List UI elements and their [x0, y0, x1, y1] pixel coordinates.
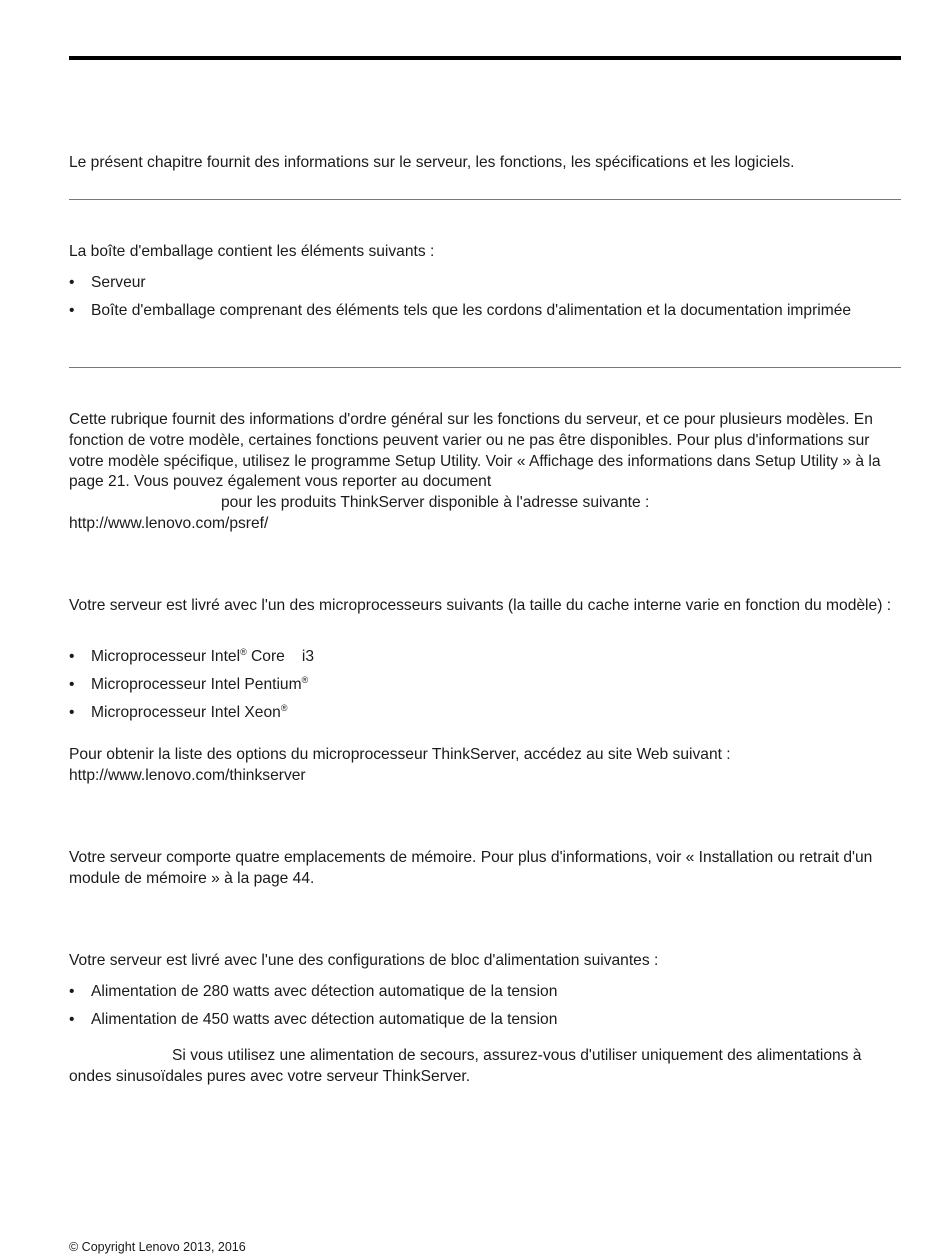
box-lead: La boîte d'emballage contient les éléments suivants : — [69, 243, 435, 260]
chapter-intro: Le présent chapitre fournit des informations sur le serveur, les fonctions, les spécifications et les logiciels. — [69, 154, 795, 171]
bullet-icon: • — [69, 648, 75, 665]
top-rule — [69, 56, 901, 60]
bullet-icon: • — [69, 274, 75, 291]
microprocessor-options: Pour obtenir la liste des options du microprocesseur ThinkServer, accédez au site Web suivant : http://www.lenovo.com/thinkserver — [69, 746, 731, 784]
psref-url: http://www.lenovo.com/psref/ — [69, 514, 269, 532]
bullet-icon: • — [69, 983, 75, 1000]
bullet-icon: • — [69, 704, 75, 721]
copyright-footer: © Copyright Lenovo 2013, 2016 — [69, 1240, 246, 1254]
bullet-icon: • — [69, 302, 75, 319]
features-paragraph: Cette rubrique fournit des informations d'ordre général sur les fonctions du serveur, et ce pour plusieurs modèles. En fonction de votre modèle, certaines fonctions peuvent varier ou ne pas être disponibles. Pour plus d'informations sur votre modèle spécifique, utilisez le programme Setup Utility. Voir « Affichage des informations dans Setup Utility » à la page 21. Vous pouvez également vous reporter au document pour les produits ThinkServer disponible à l'adresse suivante : http://www.lenovo.com/psref/ — [69, 411, 881, 532]
power-lead: Votre serveur est livré avec l'une des configurations de bloc d'alimentation suivantes : — [69, 952, 659, 969]
section-divider — [69, 199, 901, 200]
memory-paragraph: Votre serveur comporte quatre emplacements de mémoire. Pour plus d'informations, voir « Installation ou retrait d'un module de mémoire » à la page 44. — [69, 849, 873, 887]
power-note: Si vous utilisez une alimentation de secours, assurez-vous d'utiliser uniquement des alimentations à ondes sinusoïdales pures avec votre serveur ThinkServer. — [69, 1047, 862, 1085]
bullet-icon: • — [69, 1011, 75, 1028]
bullet-icon: • — [69, 676, 75, 693]
thinkserver-url: http://www.lenovo.com/thinkserver — [69, 766, 306, 784]
section-divider — [69, 367, 901, 368]
microprocessor-lead: Votre serveur est livré avec l'un des microprocesseurs suivants (la taille du cache interne varie en fonction du modèle) : — [69, 597, 892, 614]
